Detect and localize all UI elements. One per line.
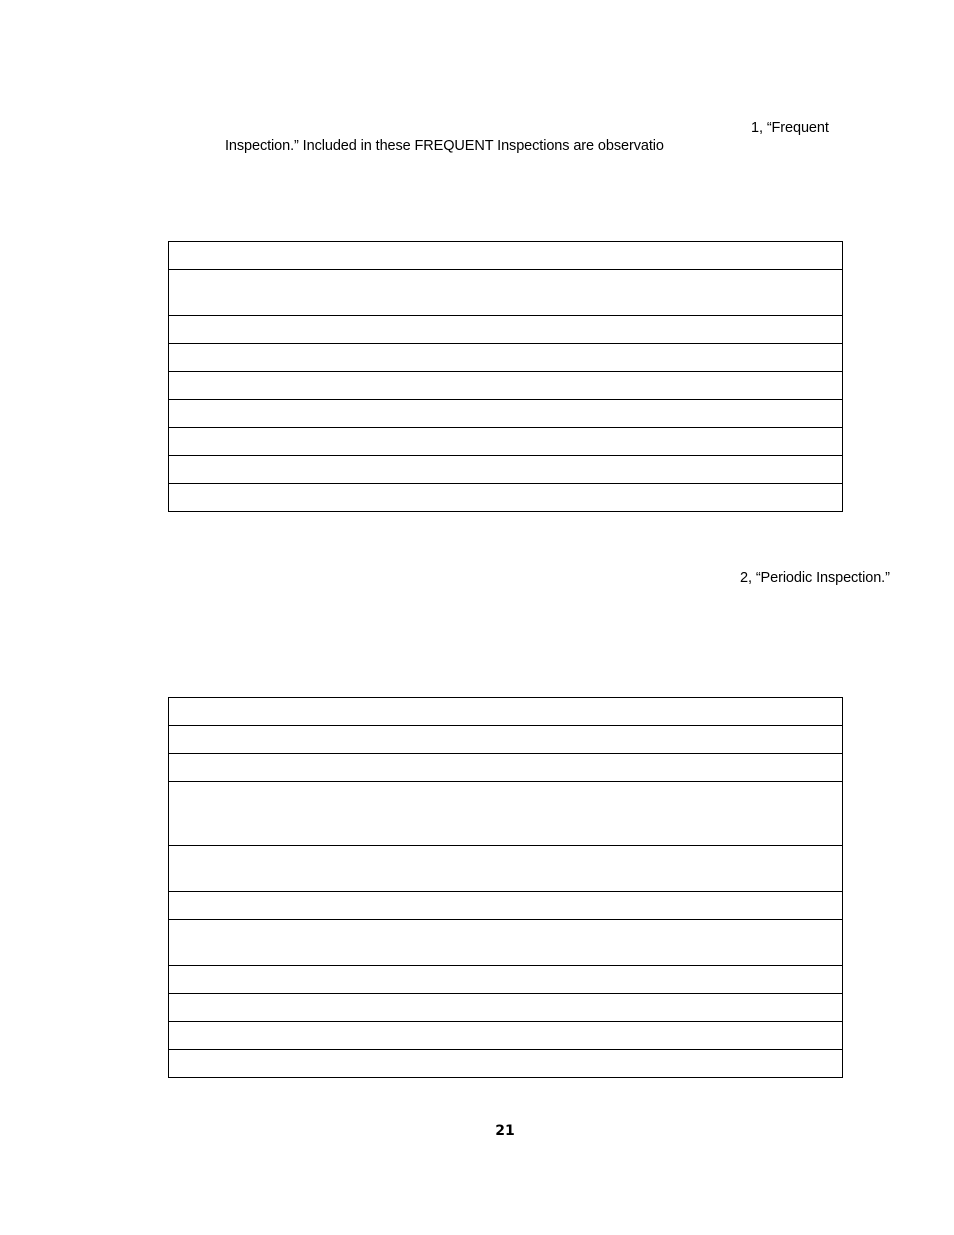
- table-row: [169, 994, 842, 1022]
- table-row: [169, 344, 842, 372]
- table-row: [169, 892, 842, 920]
- table-row: [169, 316, 842, 344]
- table-row: [169, 242, 842, 270]
- table-row: [169, 782, 842, 846]
- table-row: [169, 400, 842, 428]
- table-row: [169, 372, 842, 400]
- table-row: [169, 484, 842, 512]
- table-row: [169, 1022, 842, 1050]
- table-row: [169, 1050, 842, 1078]
- table-row: [169, 456, 842, 484]
- table-row: [169, 754, 842, 782]
- table-row: [169, 920, 842, 966]
- page-number: 21: [495, 1123, 515, 1139]
- table-row: [169, 698, 842, 726]
- table-row: [169, 846, 842, 892]
- table-row: [169, 966, 842, 994]
- paragraph-1-line-1-fragment: 1, “Frequent: [751, 120, 829, 136]
- paragraph-1-line-2-fragment: Inspection.” Included in these FREQUENT Inspections are observatio: [225, 138, 664, 154]
- paragraph-2-line-1-fragment: 2, “Periodic Inspection.”: [740, 570, 890, 586]
- table-row: [169, 726, 842, 754]
- frequent-inspection-table: [168, 241, 843, 512]
- periodic-inspection-table: [168, 697, 843, 1078]
- table-row: [169, 270, 842, 316]
- table-row: [169, 428, 842, 456]
